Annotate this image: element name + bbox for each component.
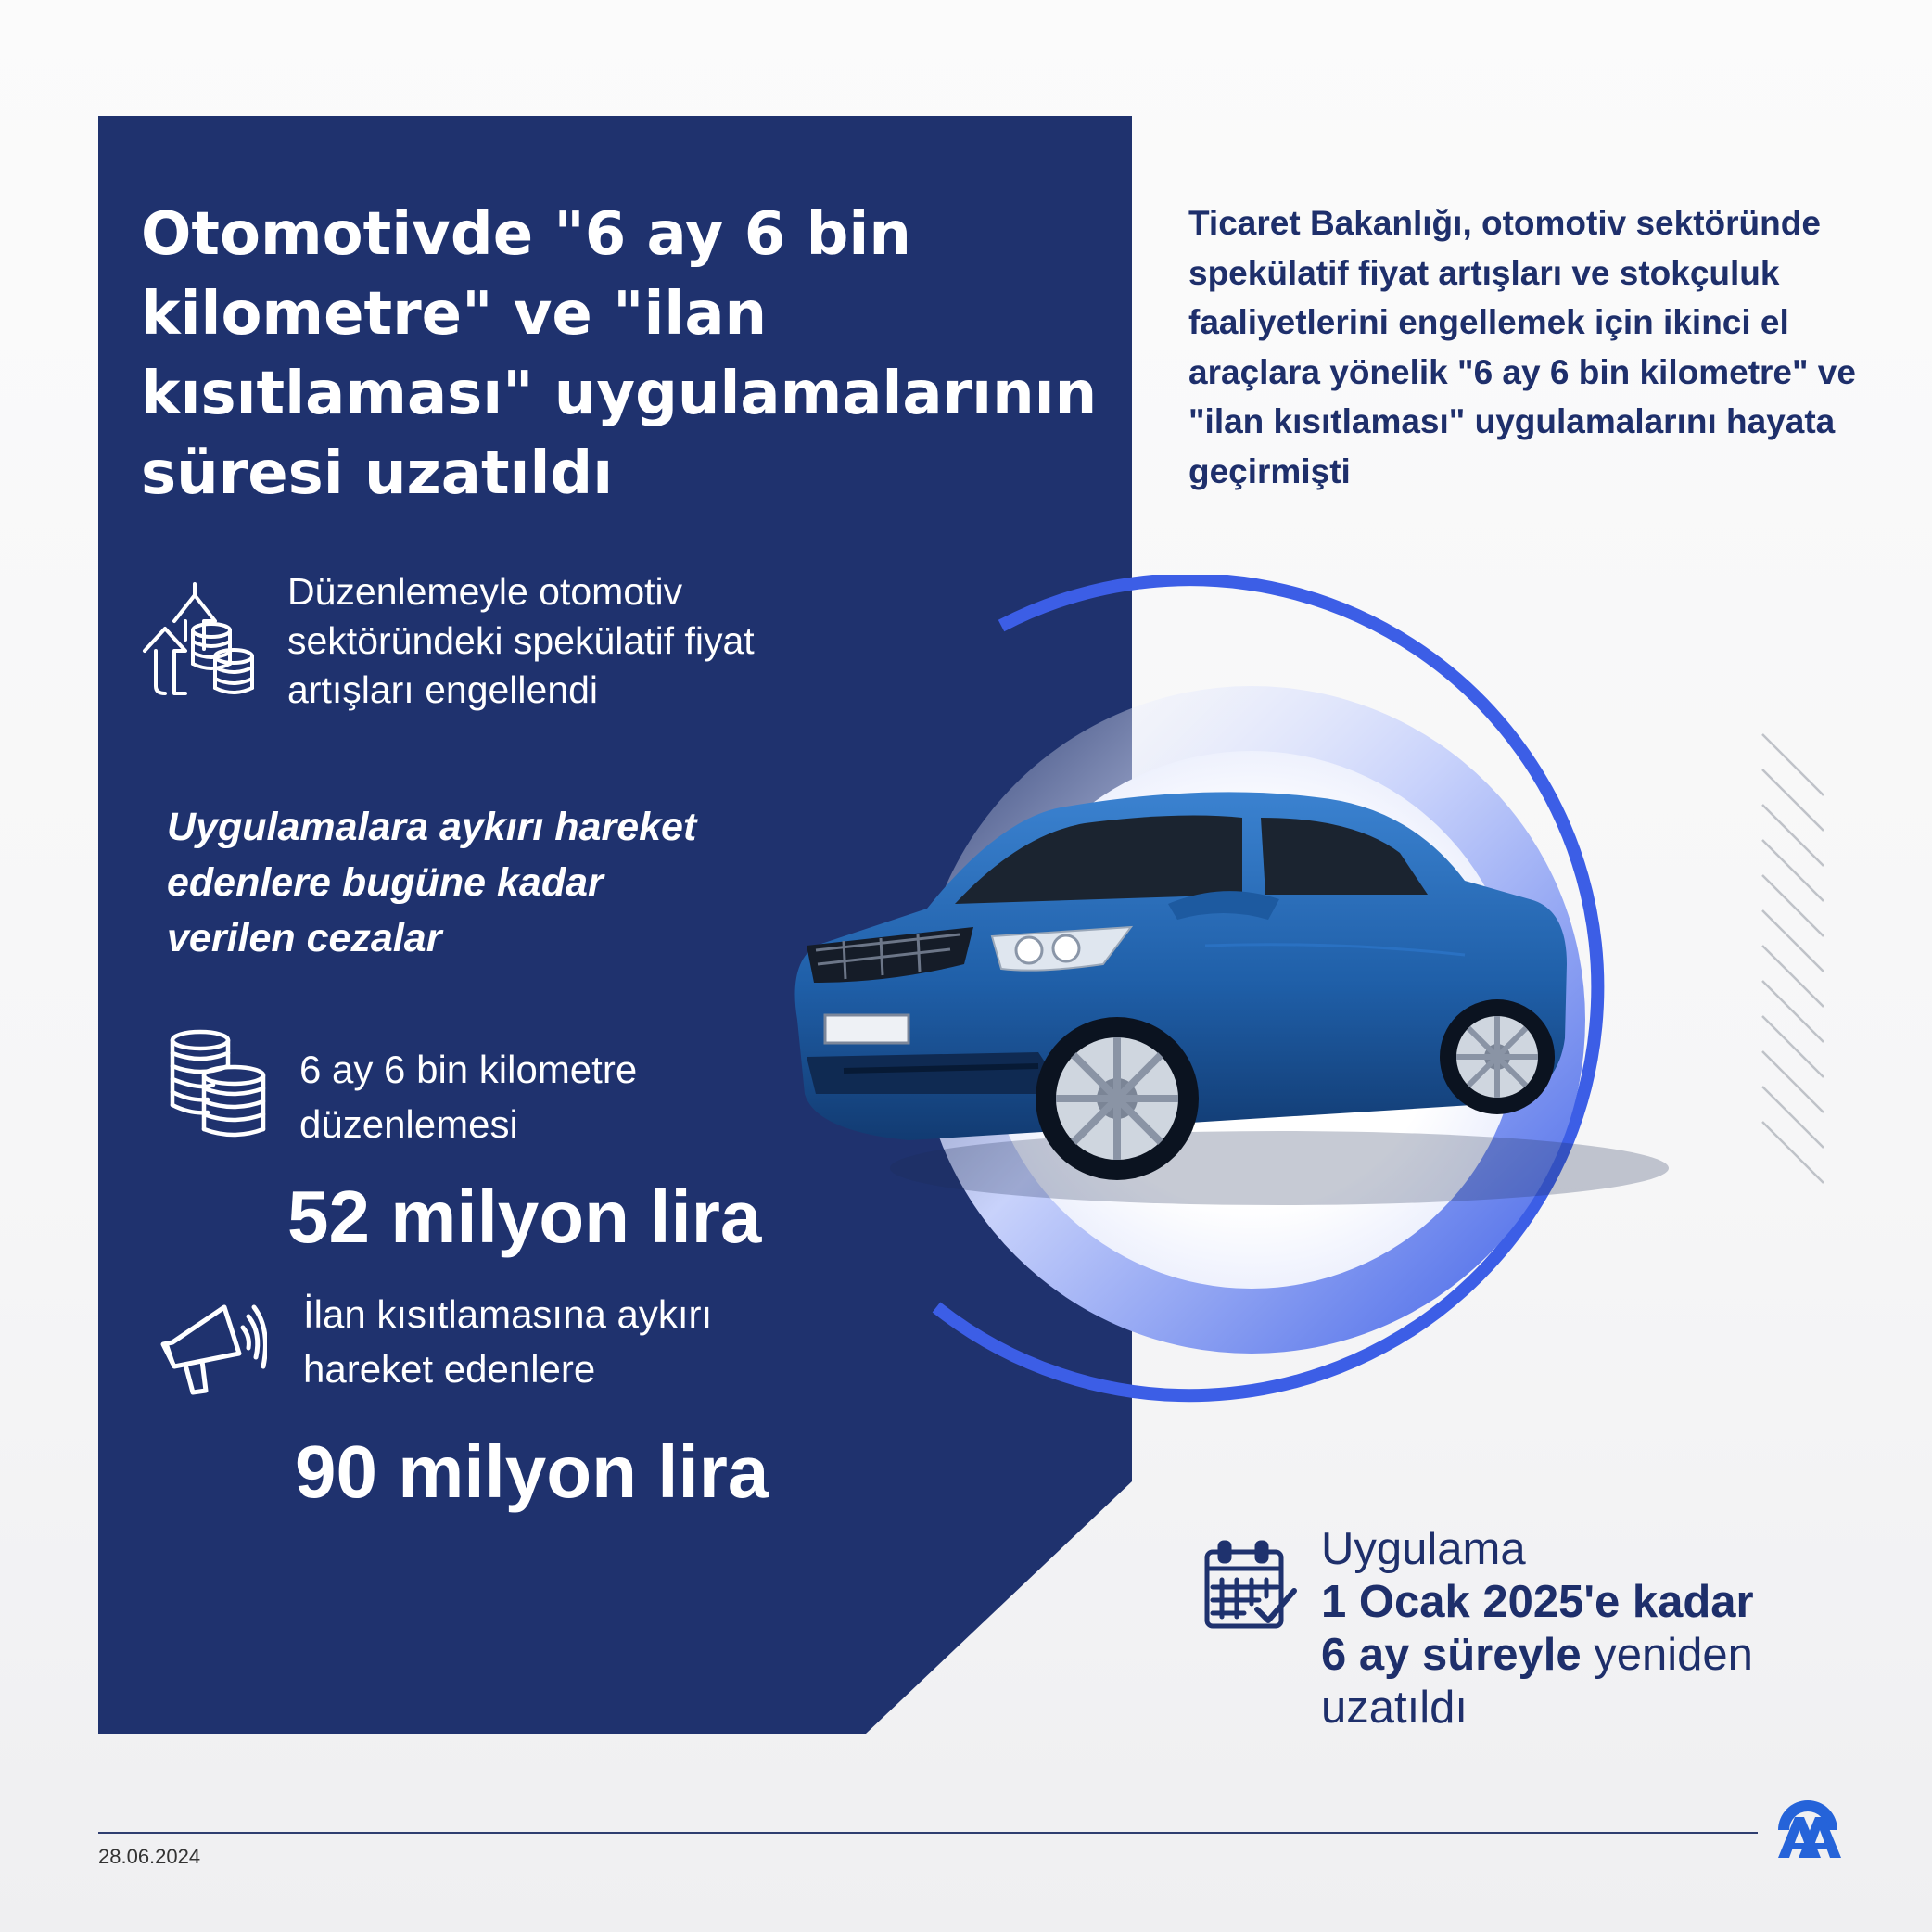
extension-line3-rest: yeniden (1581, 1630, 1753, 1680)
fine2-label: İlan kısıtlamasına aykırı hareket edenlere (303, 1292, 713, 1391)
fine1-label: 6 ay 6 bin kilometre düzenlemesi (299, 1048, 638, 1146)
footer-divider (98, 1832, 1758, 1834)
headline: Otomotivde "6 ay 6 bin kilometre" ve "ilan kısıtlaması" uygulamalarının süresi uzatıldı (141, 200, 1098, 508)
car-illustration (760, 575, 1724, 1465)
extension-line3-bold: 6 ay süreyle (1321, 1630, 1582, 1680)
extension-line2: 1 Ocak 2025'e kadar (1321, 1577, 1754, 1627)
intro-text: Ticaret Bakanlığı, otomotiv sektöründe spekülatif fiyat artışları ve stokçuluk faaliyetlerini engellemek için ikinci el araçlara yönelik "6 ay 6 bin kilometre" ve "ilan kısıtlaması" uygulamalarını hayata geçirmişti (1188, 204, 1856, 490)
extension-line4: uzatıldı (1321, 1683, 1468, 1733)
coins-stack-icon (167, 1029, 269, 1138)
calendar-check-icon (1203, 1539, 1298, 1632)
fact1-text: Düzenlemeyle otomotiv sektöründeki spekülatif fiyat artışları engellendi (287, 570, 755, 711)
decorative-stripes (1757, 732, 1831, 1219)
fines-heading: Uygulamalara aykırı hareket edenlere bugüne kadar verilen cezalar (167, 805, 697, 960)
price-increase-coins-icon (137, 575, 258, 700)
fine2-value: 90 milyon lira (295, 1430, 769, 1513)
extension-note (1321, 1523, 1840, 1735)
extension-line1: Uygulama (1321, 1524, 1526, 1574)
publish-date: 28.06.2024 (98, 1845, 201, 1868)
fine1-value: 52 milyon lira (287, 1176, 762, 1258)
aa-logo-icon (1774, 1799, 1841, 1864)
megaphone-icon (158, 1300, 267, 1402)
